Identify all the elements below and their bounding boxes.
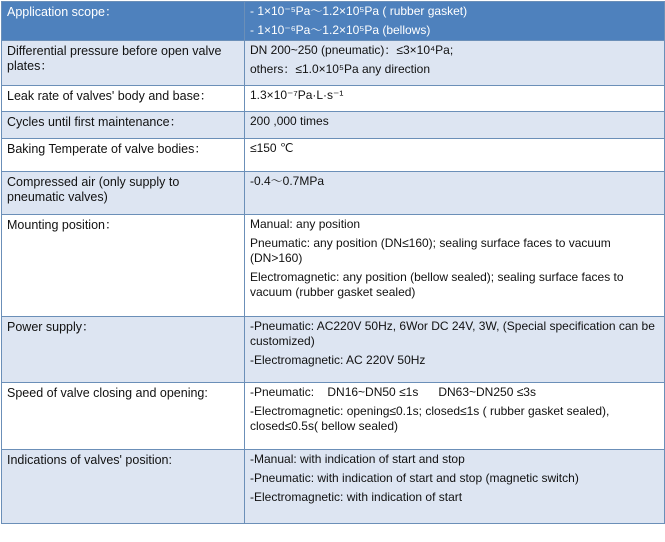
- row-value-cell: [245, 2, 665, 41]
- value-line: 200 ,000 times: [250, 114, 329, 128]
- table-row: [2, 172, 665, 215]
- table-row: [2, 383, 665, 450]
- value-line: -Manual: with indication of start and stop: [250, 452, 465, 466]
- value-line: Manual: any position: [250, 217, 361, 231]
- table-row: [2, 2, 665, 41]
- value-line: ≤150 ℃: [250, 141, 294, 155]
- row-value-cell: [245, 317, 665, 383]
- row-value-cell: [245, 383, 665, 450]
- value-line: -Pneumatic: DN16~DN50 ≤1s DN63~DN250 ≤3s: [250, 385, 536, 399]
- value-line: -0.4～0.7MPa: [250, 174, 325, 188]
- value-line: -Pneumatic: with indication of start and stop (magnetic switch): [250, 471, 579, 485]
- value-line: DN 200~250 (pneumatic)：≤3×10⁴Pa;: [250, 43, 454, 57]
- value-line: -Electromagnetic: opening≤0.1s; closed≤1s ( rubber gasket sealed), closed≤0.5s( bellow sealed): [250, 404, 610, 433]
- row-label: Power supply：: [7, 320, 95, 334]
- table-row: [2, 317, 665, 383]
- value-line: -Electromagnetic: with indication of start: [250, 490, 463, 504]
- value-line: -Electromagnetic: AC 220V 50Hz: [250, 353, 426, 367]
- row-value-cell: [245, 215, 665, 317]
- row-label: Leak rate of valves' body and base：: [7, 89, 213, 103]
- row-label-cell: [2, 172, 245, 215]
- row-value-cell: [245, 41, 665, 86]
- row-label-cell: [2, 383, 245, 450]
- row-value-cell: [245, 172, 665, 215]
- row-label: Differential pressure before open valve plates：: [7, 44, 222, 73]
- row-label-cell: [2, 86, 245, 112]
- table-row: [2, 112, 665, 139]
- row-value-cell: [245, 112, 665, 139]
- row-label: Speed of valve closing and opening:: [7, 386, 208, 400]
- value-line: 1.3×10⁻⁷Pa·L·s⁻¹: [250, 88, 344, 102]
- row-label: Baking Temperate of valve bodies：: [7, 142, 207, 156]
- row-label: Cycles until first maintenance：: [7, 115, 183, 129]
- row-value-cell: [245, 86, 665, 112]
- row-label: Indications of valves' position:: [7, 453, 172, 467]
- row-label: Application scope：: [7, 5, 118, 19]
- table-row: [2, 86, 665, 112]
- row-label-cell: [2, 317, 245, 383]
- row-label-cell: [2, 112, 245, 139]
- row-label-cell: [2, 215, 245, 317]
- value-line: -Pneumatic: AC220V 50Hz, 6Wor DC 24V, 3W, (Special specification can be customized): [250, 319, 655, 348]
- value-line: Pneumatic: any position (DN≤160); sealing surface faces to vacuum (DN>160): [250, 236, 611, 265]
- row-label-cell: [2, 2, 245, 41]
- value-line: others：≤1.0×10⁵Pa any direction: [250, 62, 431, 76]
- value-line: Electromagnetic: any position (bellow sealed); sealing surface faces to vacuum (rubber gasket sealed): [250, 270, 624, 299]
- value-line: - 1×10⁻⁶Pa～1.2×10⁵Pa (bellows): [250, 23, 431, 37]
- row-label: Mounting position：: [7, 218, 118, 232]
- table-row: [2, 450, 665, 524]
- row-label-cell: [2, 450, 245, 524]
- row-label: Compressed air (only supply to pneumatic valves): [7, 175, 180, 204]
- table-row: [2, 215, 665, 317]
- table-row: [2, 139, 665, 172]
- row-label-cell: [2, 41, 245, 86]
- spec-table: [1, 1, 665, 524]
- row-value-cell: [245, 139, 665, 172]
- table-row: [2, 41, 665, 86]
- value-line: - 1×10⁻⁵Pa～1.2×10⁵Pa ( rubber gasket): [250, 4, 468, 18]
- row-label-cell: [2, 139, 245, 172]
- row-value-cell: [245, 450, 665, 524]
